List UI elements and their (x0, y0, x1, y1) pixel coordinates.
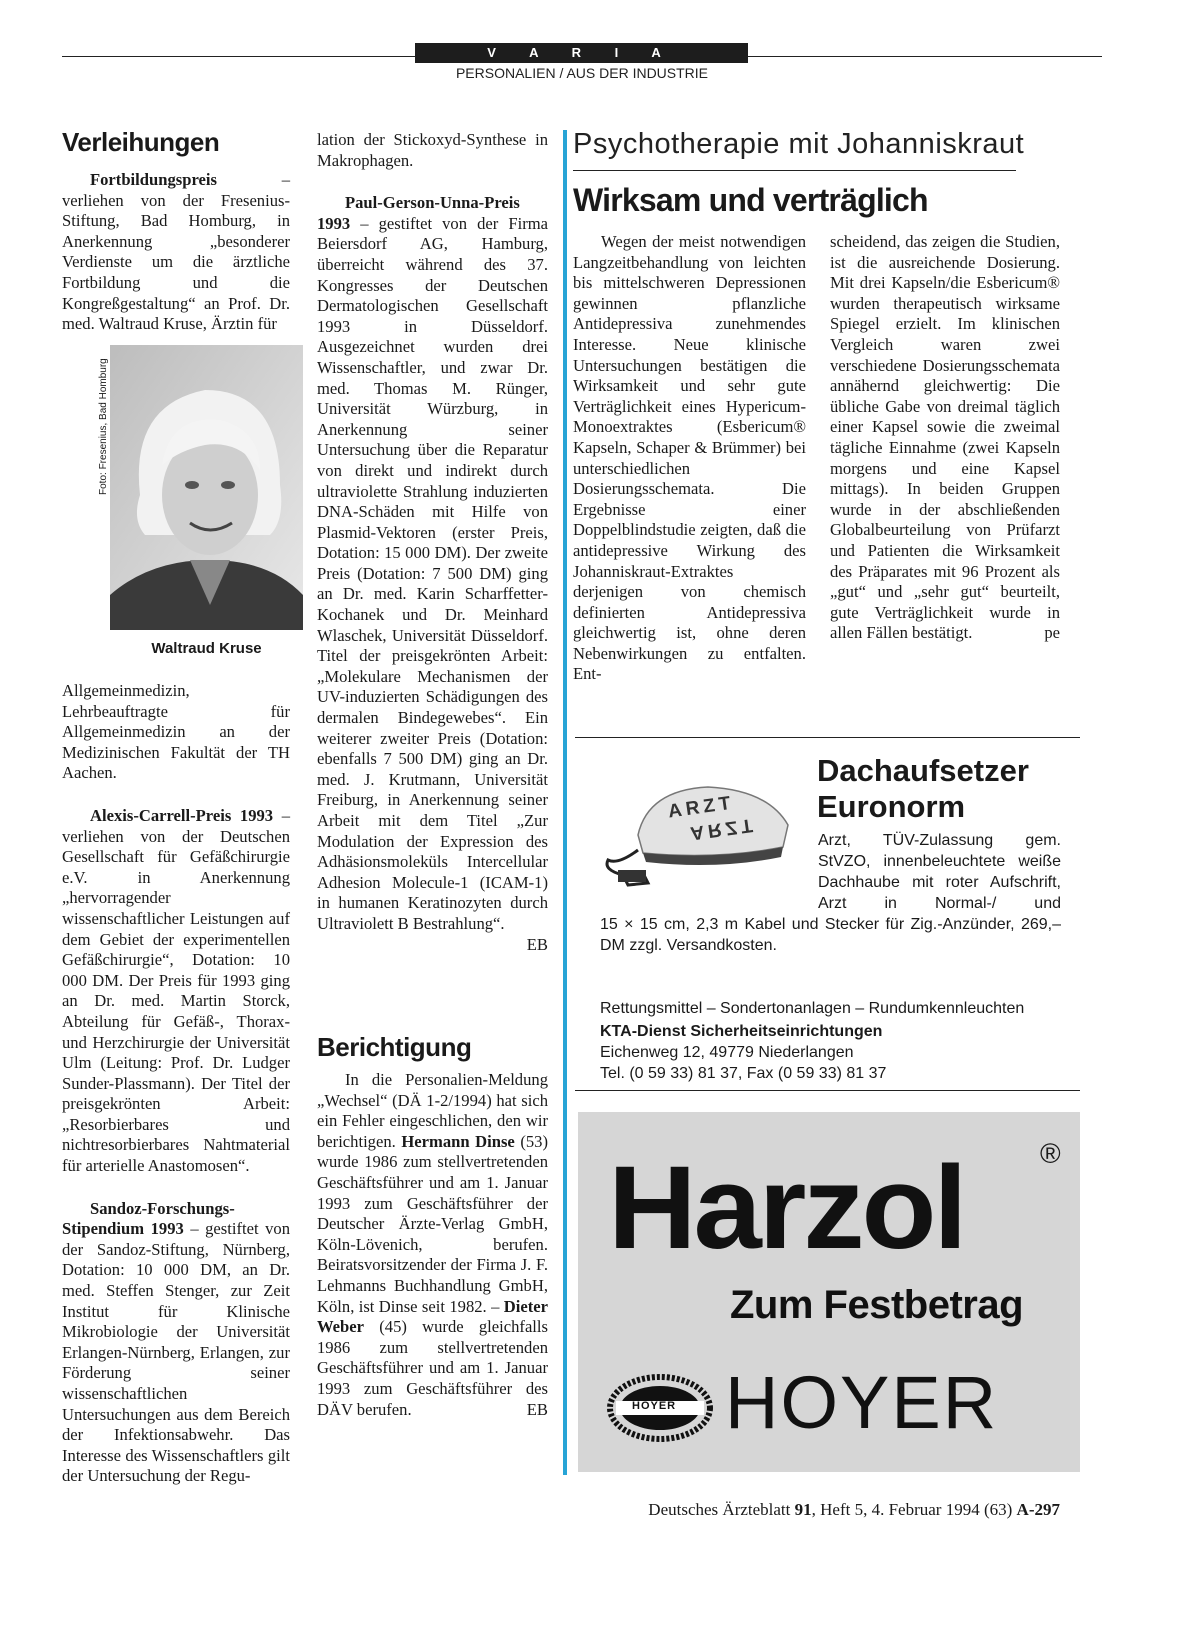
article-text: Wegen der meist notwendigen Langzeitbehandlung von leichten bis mittelschweren Depressionen gewinnen pflanzliche Antidepressiva zunehmendes Interesse. Neue klinische Untersuchungen bestätigen die Wirksamkeit und sehr gute Verträglichkeit eines Hypericum-Monoextraktes (Esbericum® Kapseln, Schaper & Brümmer) bei unterschiedlichen Dosierungsschemata. Die Ergebnisse einer Doppelblindstudie zeigten, daß die antidepressive Wirkung des Johanniskraut-Extraktes derjenigen von chemisch definierten Antidepressiva gleichwertig ist, ohne deren Nebenwirkungen zu entfalten. Ent- (573, 232, 806, 684)
journal-volume: 91 (794, 1500, 812, 1519)
ad1-address: Eichenweg 12, 49779 Niederlangen (600, 1044, 854, 1061)
author-signature: pe (1044, 623, 1060, 643)
correction-text: (45) wurde gleichfalls 1986 zum stellvertretenden Geschäftsführer und am 1. Januar 1993 zum Geschäftsführer des DÄV berufen. (317, 1317, 548, 1419)
heading-berichtigung: Berichtigung (317, 1032, 472, 1062)
ad1-phone: Tel. (0 59 33) 81 37, Fax (0 59 33) 81 37 (600, 1065, 887, 1082)
award-text: – verliehen von der Deutschen Gesellschaft für Gefäßchirurgie e.V. in Anerkennung „hervorragender wissenschaftlicher Leistungen auf dem Gebiet der experimentellen Gefäßchirurgie“, Dotation: 10 000 DM. Der Preis für 1993 ging an Dr. med. Martin Storck, Abteilung für Gefäß-, Thorax- und Herzchirurgie der Universität Ulm (Leitung: Prof. Dr. Ludger Sunder-Plassmann). Der Titel der preisgekrönten Arbeit: „Resorbierbares und nichtresorbierbares Nahtmaterial für arterielle Anastomosen“. (62, 805, 290, 1176)
col1-continued (62, 681, 290, 1487)
ad1-company: KTA-Dienst Sicherheitseinrichtungen (600, 1023, 883, 1040)
award-text: – gestiftet von der Sandoz-Stiftung, Nürnberg, Dotation: 10 000 DM, an Dr. med. Steffen Stenger, zur Zeit Institut für Klinische Mikrobiologie der Universität Erlangen-Nürnberg, Erlangen, zur Förderung seiner wissenschaftlichen Untersuchungen aus dem Bereich der Infektionsabwehr. Das Interesse des Wissenschaftlers gilt der Untersuchung der Regu- (62, 1219, 290, 1486)
article-text: scheidend, das zeigen die Studien, ist die ausreichende Dosierung. Mit drei Kapseln/die Esbericum® wurden therapeutisch wirksame Spiegel erzielt. Im klinischen Vergleich waren zwei verschiedene Dosierungsschemata annähernd gleichwertig: Die übliche Gabe von dreimal täglich einer Kapsel sowie die zweimal tägliche Einnahme (zwei Kapseln morgens und eine Kapsel mittags). In beiden Gruppen wurde in der abschließenden Globalbeurteilung von Prüfarzt und Patienten die Wirksamkeit des Präparates mit 96 Prozent als „gut“ und „sehr gut“ beurteilt, gute Verträglichkeit wurde in allen Fällen bestätigt. (830, 232, 1060, 643)
section-label: V A R I A (415, 43, 748, 63)
award-text: – gestiftet von der Firma Beiersdorf AG, Hamburg, überreicht während des 37. Kongresses der Deutschen Dermatologischen Gesellschaft 1993 in Düsseldorf. Ausgezeichnet wurden drei Wissenschaftler, und zwar Dr. med. Thomas M. Rünger, Universität Würzburg, in Anerkennung seiner Untersuchung über die Reparatur von direkt und indirekt durch ultraviolette Strahlung induzierten DNA-Schäden mit Hilfe von Plasmid-Vektoren (erster Preis, Dotation: 15 000 DM). Der zweite Preis (Dotation: 7 500 DM) ging an Dr. med. Karin Scharffetter-Kochanek und Dr. Meinhard Wlaschek, Universität Düsseldorf. Titel der preisgekrönten Arbeit: „Molekulare Mechanismen der UV-induzierten Schädigungen des dermalen Bindegewebes“. Ein weiterer zweiter Preis (Dotation: ebenfalls 7 500 DM) ging an Dr. med. J. Krutmann, Universität Freiburg, in Anerkennung seiner Arbeit mit dem Titel „Zur Modulation der Expression des Adhäsionsmoleküls Intercellular Adhesion Molecule-1 (ICAM-1) in humanen Keratinozyten durch Ultraviolett B Bestrahlung“. (317, 213, 548, 933)
ad1-title-line2: Euronorm (817, 789, 966, 824)
subsection-label: PERSONALIEN / AUS DER INDUSTRIE (455, 65, 709, 81)
col2-text (317, 130, 548, 955)
ad1-title (817, 753, 1029, 825)
ad1-text-top (818, 830, 1061, 914)
page-number: A-297 (1016, 1500, 1060, 1519)
ad1-description: Arzt, TÜV-Zulassung gem. StVZO, innenbeleuchtete weiße Dachhaube mit roter Aufschrift, Arzt in Normal-/ und (818, 832, 1061, 912)
correction-text: (53) wurde 1986 zum stellvertretenden Geschäftsführer und am 1. Januar 1993 zum Geschäftsführer der Deutscher Ärzte-Verlag GmbH, Köln-Lövenich, berufen. Beiratsvorsitzender der Firma J. F. Lehmanns Buchhandlung GmbH, Köln, ist Dinse seit 1982. – (317, 1131, 549, 1316)
person-name: Dieter Weber (317, 1296, 548, 1337)
col1-paragraph-fortbildungspreis (62, 170, 290, 335)
ad1-description-wrap (600, 914, 1061, 998)
portrait-photo (110, 345, 303, 630)
continued-text: lation der Stickoxyd-Synthese in Makrophagen. (317, 130, 548, 170)
article-kicker: Psychotherapie mit Johanniskraut (573, 128, 1025, 160)
journal-name: Deutsches Ärzteblatt (648, 1500, 795, 1519)
article-title: Wirksam und verträglich (573, 182, 928, 218)
person-name: Hermann Dinse (401, 1131, 515, 1151)
ad1-services: Rettungsmittel – Sondertonanlagen – Rundumkennleuchten (600, 1000, 1025, 1017)
award-name: Paul-Gerson-Unna-Preis 1993 (317, 193, 520, 233)
photo-credit: Foto: Fresenius, Bad Homburg (98, 358, 109, 495)
heading-verleihungen: Verleihungen (62, 127, 220, 157)
column-divider (563, 130, 567, 1475)
sign-text-bottom: ARZT (688, 813, 758, 844)
ad1-title-line1: Dachaufsetzer (817, 753, 1029, 788)
photo-caption: Waltraud Kruse (151, 640, 262, 657)
page-footer (573, 1500, 1060, 1520)
article-column-b (830, 232, 1060, 644)
ad-tagline: Zum Festbetrag (730, 1283, 1024, 1327)
award-text: – verliehen von der Fresenius-Stiftung, Bad Homburg, in Anerkennung „besonderer Verdienste um die ärztliche Fortbildung und die Kongreßgestaltung“ an Prof. Dr. med. Waltraud Kruse, Ärztin für (62, 170, 290, 334)
col2-berichtigung (317, 1070, 548, 1420)
correction-text: In die Personalien-Meldung „Wechsel“ (DÄ 1-2/1994) hat sich ein Fehler eingeschlichen, den wir berichtigen. (317, 1070, 548, 1151)
ad1-description-continued: 15 × 15 cm, 2,3 m Kabel und Stecker für Zig.-Anzünder, 269,– DM zzgl. Versandkosten. (600, 916, 1061, 954)
registered-mark: ® (1040, 1138, 1061, 1169)
sign-text-top: ARZT (666, 792, 736, 823)
award-name: Alexis-Carrell-Preis 1993 (90, 805, 274, 825)
award-name: Sandoz-Forschungs-Stipendium 1993 (62, 1198, 235, 1239)
maker-name: HOYER (725, 1361, 999, 1444)
journal-issue: , Heft 5, 4. Februar 1994 (63) (811, 1500, 1017, 1519)
brand-name: Harzol (608, 1142, 965, 1274)
fortbildungspreis-continued: Allgemeinmedizin, Lehrbeauftragte für Allgemeinmedizin an der Medizinischen Fakultät der TH Aachen. (62, 681, 290, 783)
award-name: Fortbildungspreis (90, 170, 217, 189)
author-signature: EB (526, 934, 548, 954)
kicker-rule (573, 170, 1016, 171)
author-signature: EB (526, 1399, 548, 1419)
hoyer-logo-text: HOYER (632, 1400, 677, 1412)
article-column-a (573, 232, 806, 685)
